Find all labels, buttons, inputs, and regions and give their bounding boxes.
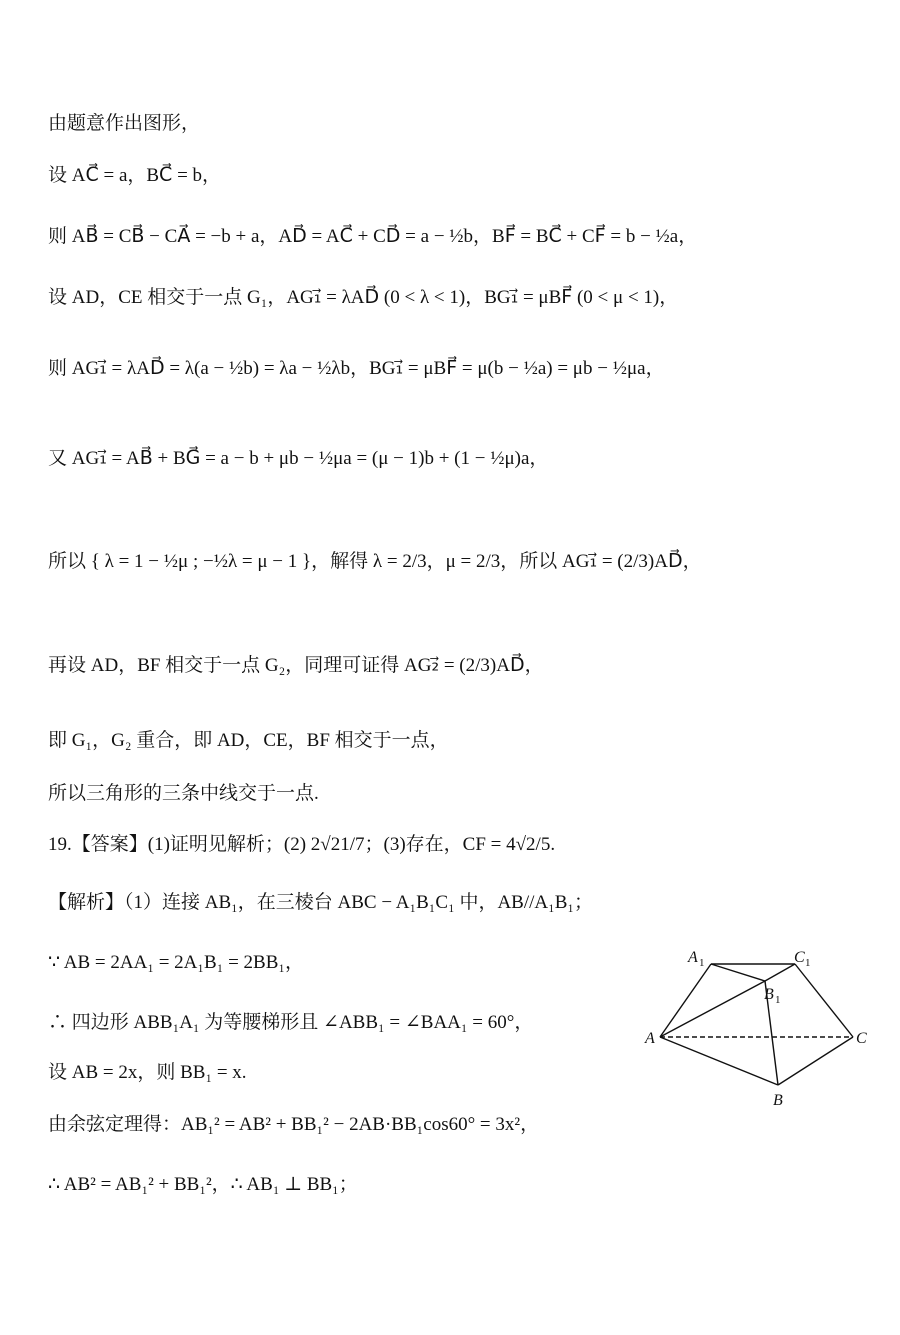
edge-a-a1 <box>660 964 711 1037</box>
label-c1: C <box>794 949 805 966</box>
text-line-9: 即 G₁，G₂ 重合，即 AD，CE，BF 相交于一点， <box>48 730 449 751</box>
label-c: C <box>856 1030 867 1047</box>
text-line-17: ∴ AB² = AB₁² + BB₁²，∴ AB₁ ⊥ BB₁； <box>48 1174 358 1195</box>
frustum-figure <box>640 945 875 1110</box>
text-line-4: 设 AD，CE 相交于一点 G₁，AG₁⃗ = λAD⃗ (0 < λ < 1)，BG₁⃗ = μBF⃗ (0 < μ < 1)， <box>48 287 679 308</box>
text-line-3: 则 AB⃗ = CB⃗ − CA⃗ = −b + a，AD⃗ = AC⃗ + CD⃗ = a − ½b，BF⃗ = BC⃗ + CF⃗ = b − ½a， <box>48 226 698 247</box>
text-line-6: 又 AG₁⃗ = AB⃗ + BG⃗ = a − b + μb − ½μa = (μ − 1)b + (1 − ½μ)a， <box>48 448 549 469</box>
edge-a1-b1 <box>711 964 765 981</box>
text-line-1: 由题意作出图形， <box>48 113 201 134</box>
text-line-14: ∴ 四边形 ABB₁A₁ 为等腰梯形且 ∠ABB₁ = ∠BAA₁ = 60°， <box>48 1012 534 1033</box>
text-line-13: ∵ AB = 2AA₁ = 2A₁B₁ = 2BB₁， <box>48 952 305 973</box>
text-line-7: 所以 { λ = 1 − ½μ ; −½λ = μ − 1 }，解得 λ = 2/3，μ = 2/3，所以 AG₁⃗ = (2/3)AD⃗， <box>48 551 702 572</box>
label-a1-sub: 1 <box>699 957 705 969</box>
edge-a-b1 <box>660 981 765 1037</box>
text-line-16: 由余弦定理得：AB₁² = AB² + BB₁² − 2AB·BB₁cos60° = 3x²， <box>48 1114 540 1135</box>
label-b1-sub: 1 <box>775 994 781 1006</box>
label-c1-sub: 1 <box>805 957 811 969</box>
text-line-8: 再设 AD，BF 相交于一点 G₂，同理可证得 AG₂⃗ = (2/3)AD⃗， <box>48 655 544 676</box>
label-b1: B <box>764 986 774 1003</box>
text-line-12: 【解析】（1）连接 AB₁，在三棱台 ABC − A₁B₁C₁ 中，AB//A₁B₁； <box>48 892 594 913</box>
text-line-2: 设 AC⃗ = a，BC⃗ = b， <box>48 165 222 186</box>
edge-c-c1 <box>795 964 853 1037</box>
text-line-15: 设 AB = 2x，则 BB₁ = x. <box>48 1062 247 1083</box>
edge-c1-b1 <box>765 964 795 981</box>
edge-b-c <box>778 1037 853 1085</box>
text-line-11: 19.【答案】(1)证明见解析；(2) 2√21/7；(3)存在，CF = 4√2/5. <box>48 834 556 855</box>
label-a: A <box>645 1030 655 1047</box>
label-a1: A <box>688 949 698 966</box>
label-b: B <box>773 1092 783 1109</box>
text-line-10: 所以三角形的三条中线交于一点. <box>48 783 319 804</box>
edge-a-b <box>660 1037 778 1085</box>
text-line-5: 则 AG₁⃗ = λAD⃗ = λ(a − ½b) = λa − ½λb，BG₁⃗ = μBF⃗ = μ(b − ½a) = μb − ½μa， <box>48 358 665 379</box>
